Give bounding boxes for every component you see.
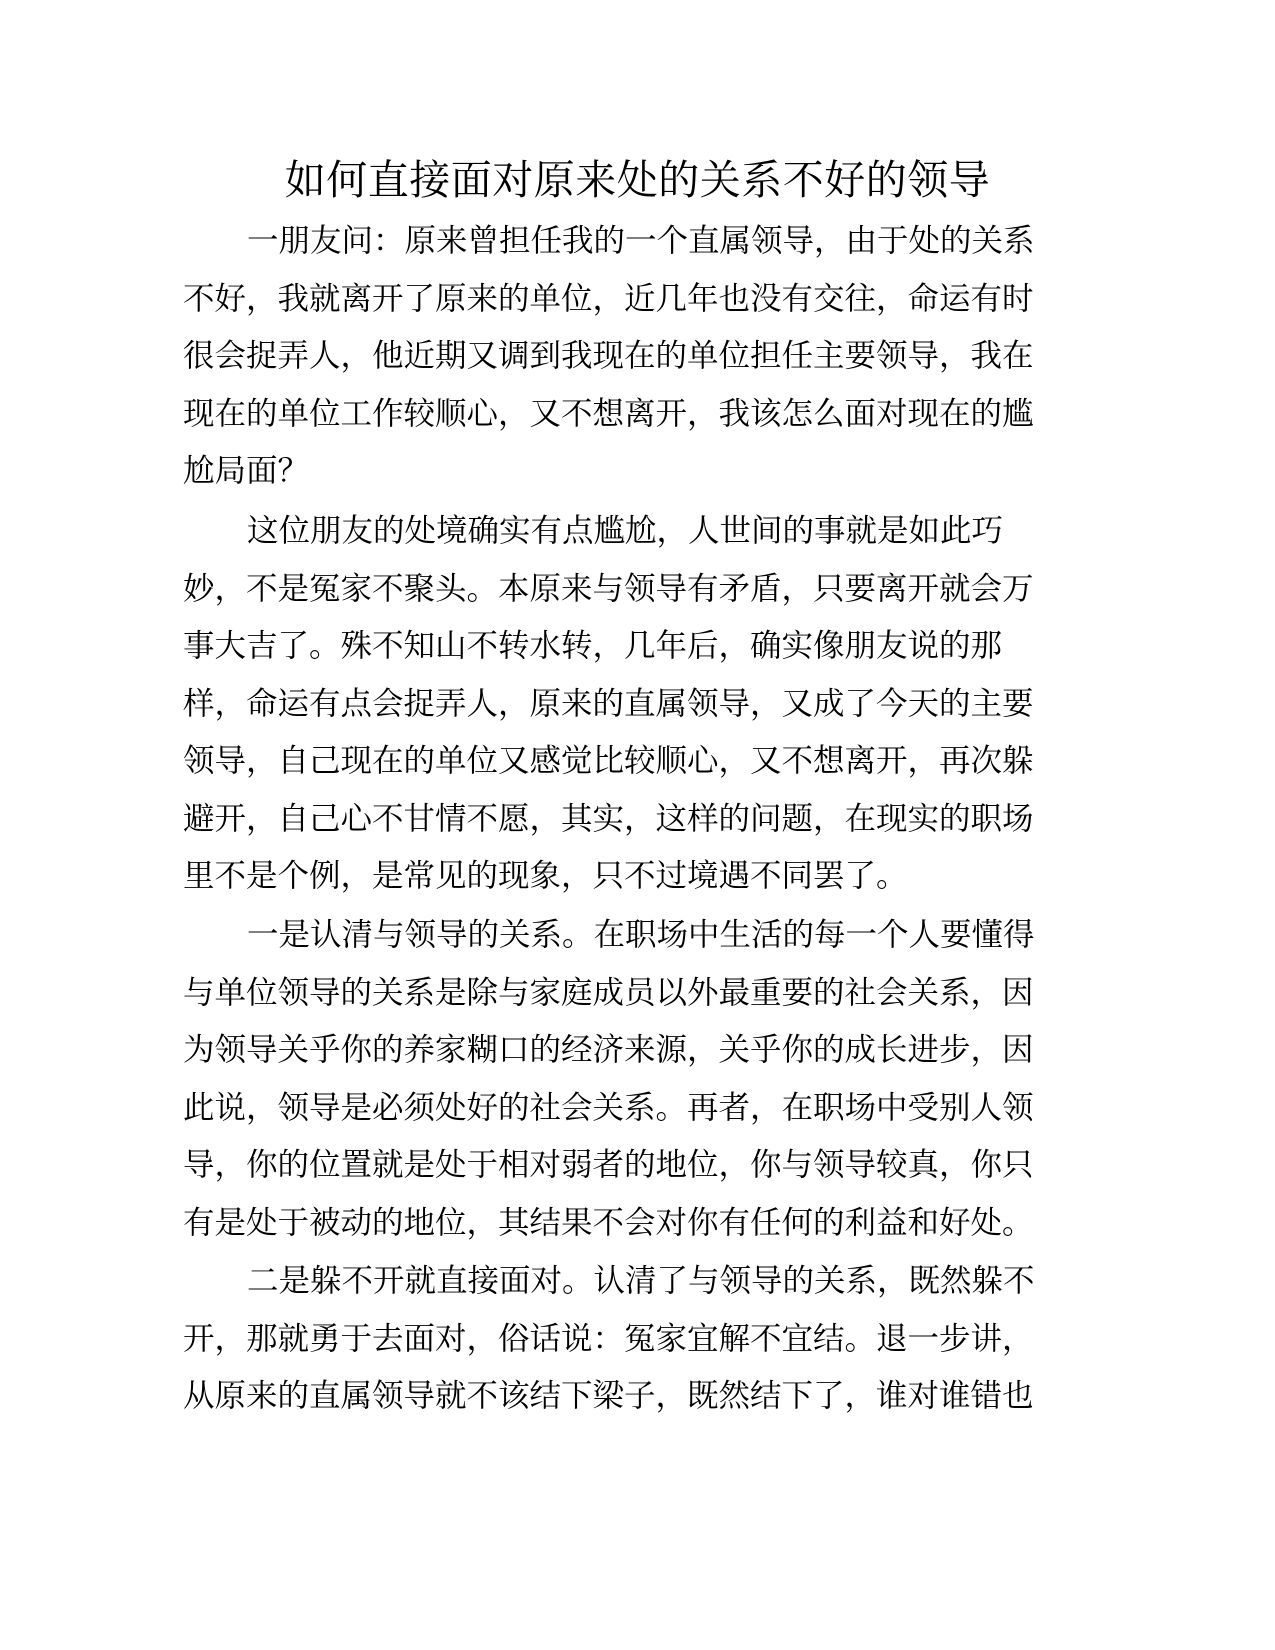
text-line: 领导，自己现在的单位又感觉比较顺心，又不想离开，再次躲 [183,743,1034,779]
paragraph-question [183,213,1035,501]
text-line: 此说，领导是必须处好的社会关系。再者，在职场中受别人领 [183,1089,1034,1126]
text-line: 从原来的直属领导就不该结下梁子，既然结下了，谁对谁错也 [183,1378,1034,1414]
text-line: 一是认清与领导的关系。在职场中生活的每一个人要懂得 [247,917,1035,953]
text-line: 开，那就勇于去面对，俗话说：冤家宜解不宜结。退一步讲， [183,1320,1034,1357]
text-line: 里不是个例，是常见的现象，只不过境遇不同罢了。 [183,858,908,894]
text-line: 导，你的位置就是处于相对弱者的地位，你与领导较真，你只 [183,1147,1034,1183]
text-line: 很会捉弄人，他近期又调到我现在的单位担任主要领导，我在 [183,338,1034,374]
text-line: 现在的单位工作较顺心，又不想离开，我该怎么面对现在的尴 [183,395,1034,432]
text-line: 妙，不是冤家不聚头。本原来与领导有矛盾，只要离开就会万 [183,570,1034,607]
text-line: 不好，我就离开了原来的单位，近几年也没有交往，命运有时 [183,280,1034,317]
paragraph-point-two [183,1253,1035,1426]
text-line: 这位朋友的处境确实有点尴尬，人世间的事就是如此巧 [247,513,1004,549]
text-line: 避开，自己心不甘情不愿，其实，这样的问题，在现实的职场 [183,800,1034,837]
paragraph-point-one [183,907,1035,1252]
paragraph-situation [183,503,1034,906]
text-line: 尬局面？ [183,453,310,489]
text-line: 与单位领导的关系是除与家庭成员以外最重要的社会关系，因 [183,974,1034,1011]
text-line: 二是躲不开就直接面对。认清了与领导的关系，既然躲不 [247,1263,1035,1299]
text-line: 有是处于被动的地位，其结果不会对你有任何的利益和好处。 [183,1204,1034,1241]
text-line: 样，命运有点会捉弄人，原来的直属领导，又成了今天的主要 [183,685,1034,722]
text-line: 事大吉了。殊不知山不转水转，几年后，确实像朋友说的那 [183,628,1003,664]
text-line: 一朋友问：原来曾担任我的一个直属领导，由于处的关系 [247,223,1035,259]
text-line: 为领导关乎你的养家糊口的经济来源，关乎你的成长进步，因 [183,1032,1034,1068]
document-title: 如何直接面对原来处的关系不好的领导 [284,156,991,204]
